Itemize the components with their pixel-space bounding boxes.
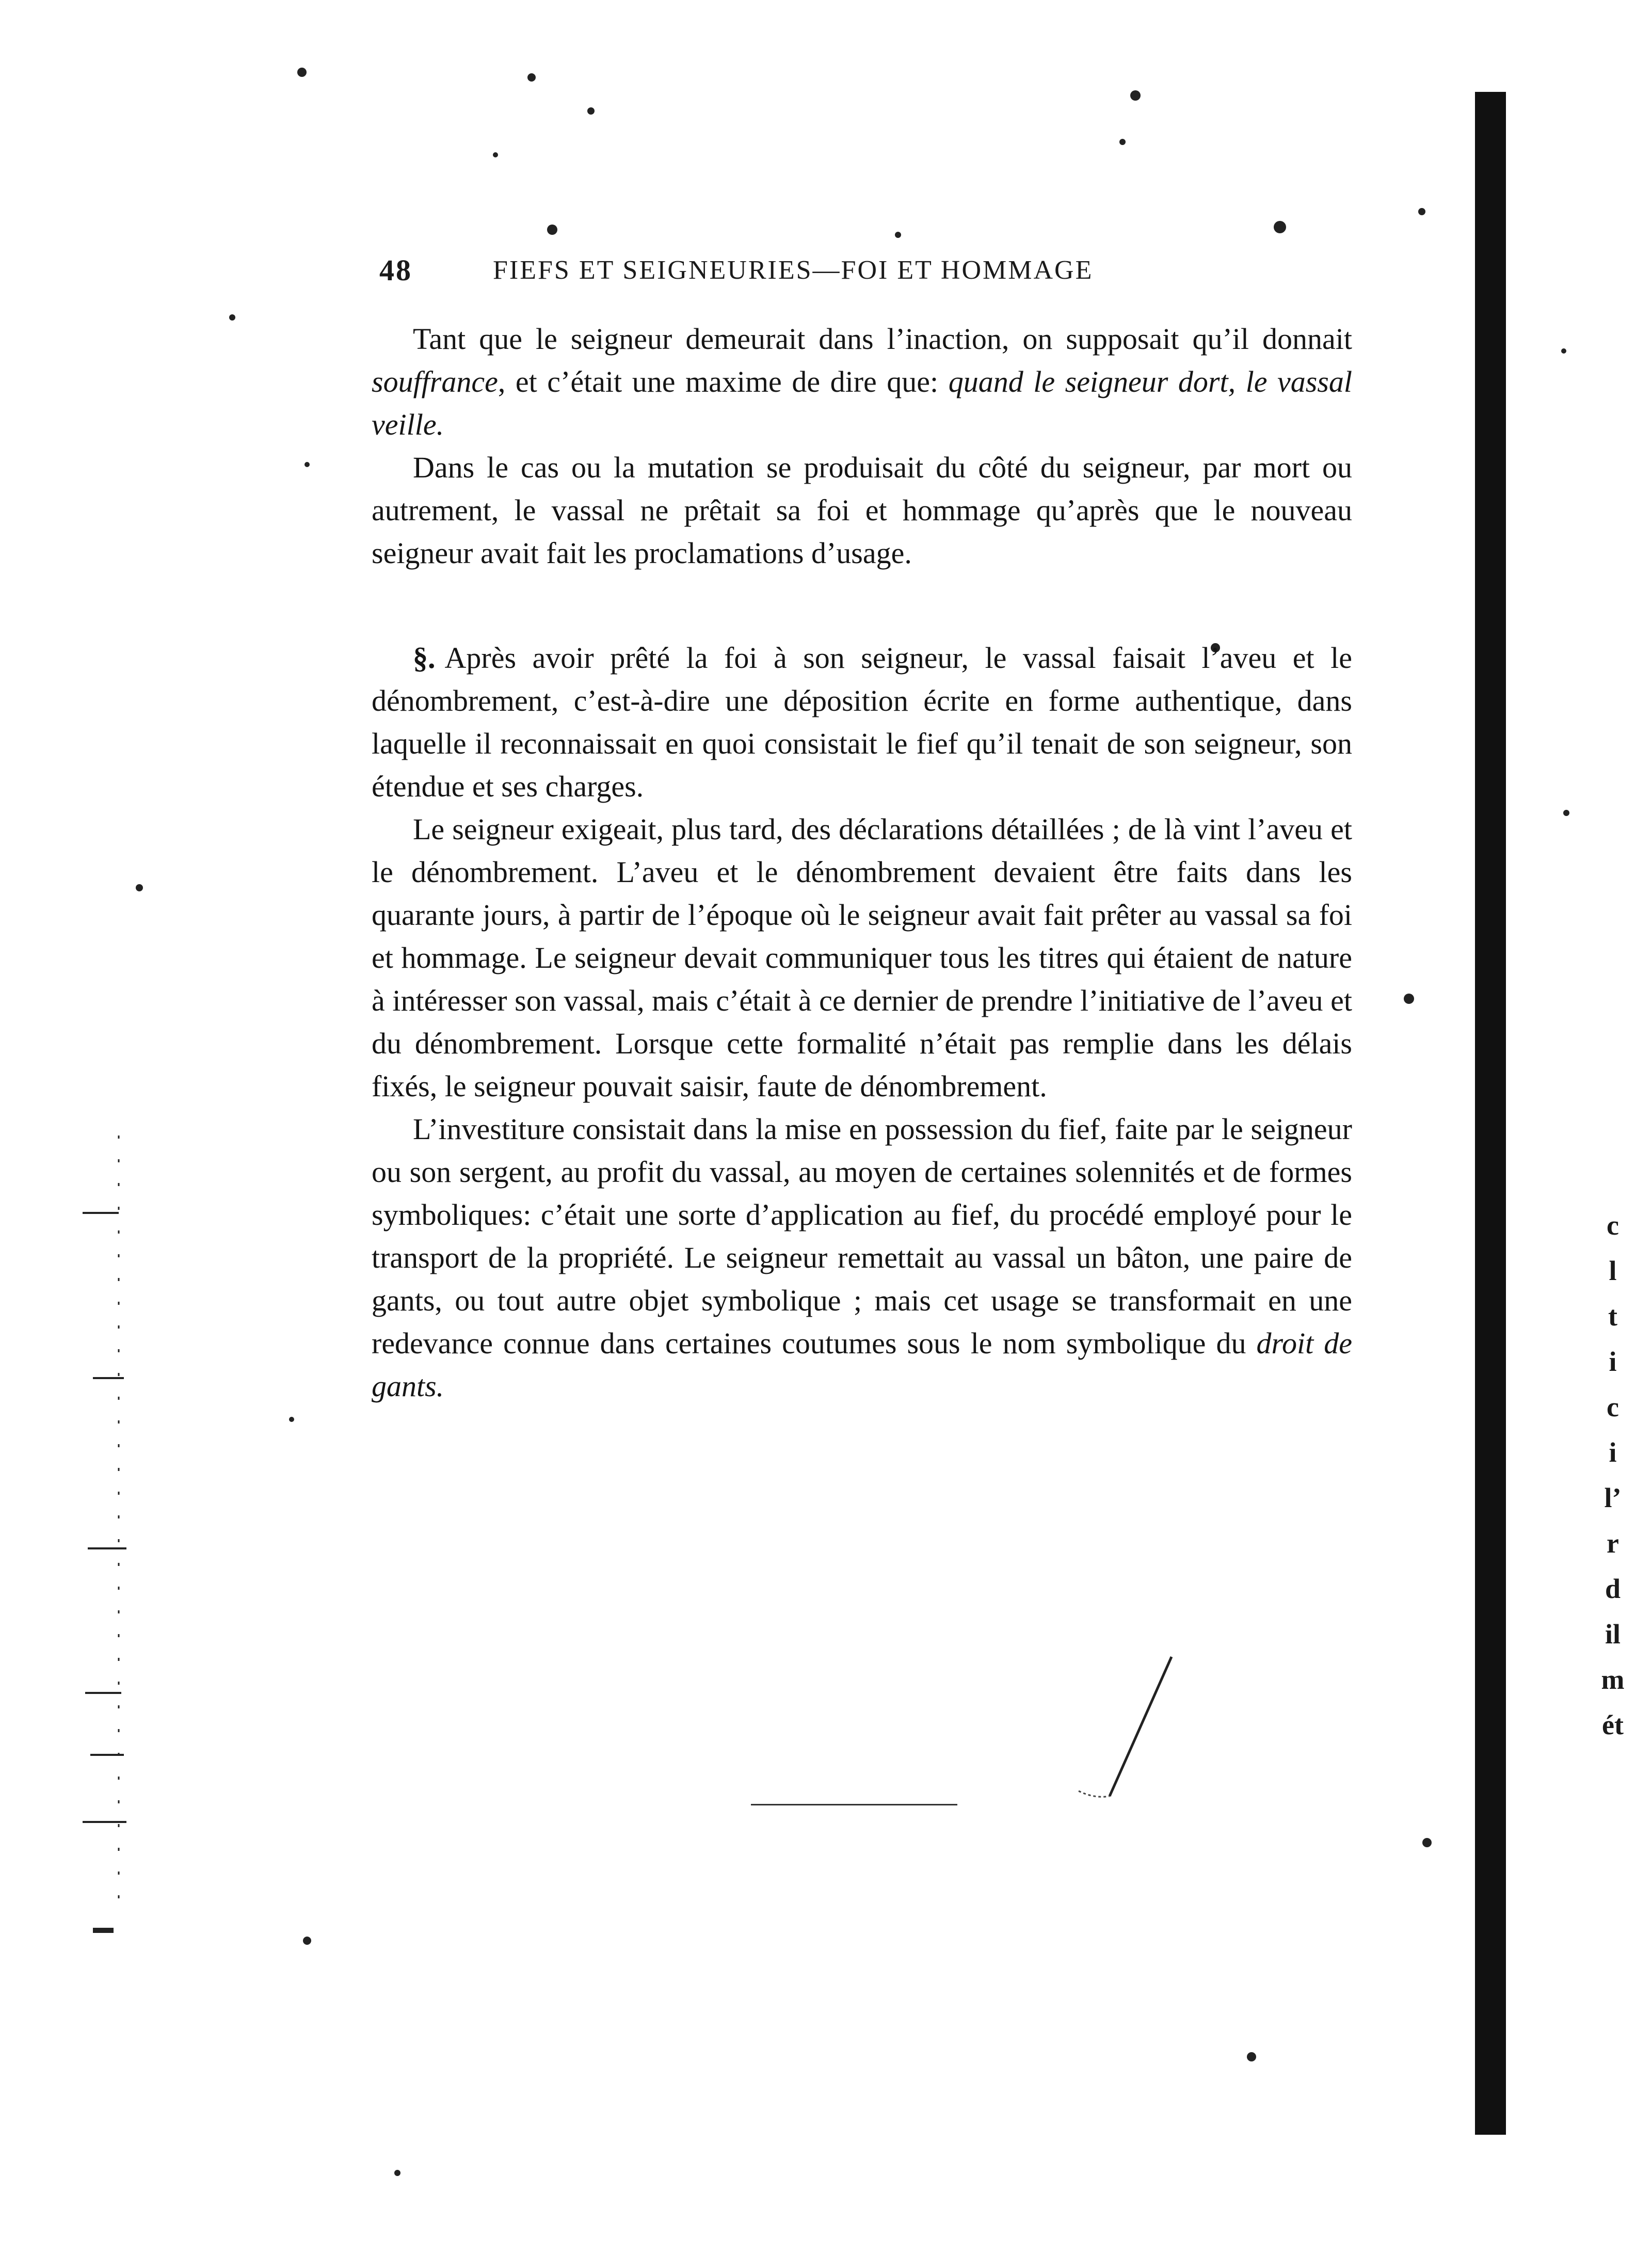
section-mark: §.	[413, 641, 436, 675]
paragraph-5-text: L’investiture consistait dans la mise en possession du fief, faite par le seigneur ou son sergent, au profit du vassal, au moyen de certaines solennités et de formes symboliques: c’était une sorte d’application au fief, du procédé employé pour le transport de la propriété. Le seigneur remettait au vassal un bâton, une paire de gants, ou tout autre objet symbolique ; mais cet usage se transformait en une redevance connue dans certaines coutumes sous le nom symbolique du	[372, 1112, 1352, 1360]
fragment: il	[1605, 1619, 1621, 1650]
paragraph-2: Dans le cas ou la mutation se produisait du côté du seigneur, par mort ou autrement, le vassal ne prêtait sa foi et hommage qu’après que le nouveau seigneur avait fait les proclamations d’usage.	[372, 451, 1352, 570]
paragraph-5	[372, 1108, 1352, 1408]
pen-mark	[1073, 1652, 1177, 1806]
fragment: l	[1609, 1255, 1617, 1286]
adjacent-page-fragments	[1584, 1203, 1641, 1748]
fragment: r	[1607, 1528, 1619, 1559]
running-head: FIEFS ET SEIGNEURIES—FOI ET HOMMAGE	[493, 255, 1094, 285]
fragment: i	[1609, 1346, 1617, 1377]
italic-droit-de-gants: droit de gants.	[372, 1326, 1352, 1403]
paragraph-1-text-b: , et c’était une maxime de dire que:	[498, 365, 949, 398]
section-break	[372, 574, 1352, 636]
paragraph-1-text-a: Tant que le seigneur demeurait dans l’inaction, on supposait qu’il donnait	[413, 322, 1352, 356]
paragraph-4: Le seigneur exigeait, plus tard, des déclarations détaillées ; de là vint l’aveu et le dénombrement. L’aveu et le dénombrement devaient être faits dans les quarante jours, à partir de l’époque où le seigneur avait fait prêter au vassal sa foi et hommage. Le seigneur devait communiquer tous les titres qui étaient de nature à intéresser son vassal, mais c’était à ce dernier de prendre l’initiative de l’aveu et du dénombrement. Lorsque cette formalité n’était pas remplie dans les délais fixés, le seigneur pouvait saisir, faute de dénombrement.	[372, 812, 1352, 1103]
paragraph-3-text: Après avoir prêté la foi à son seigneur, le vassal faisait l’aveu et le dénombrement, c’est-à-dire une déposition écrite en forme authentique, dans laquelle il reconnaissait en quoi consistait le fief qu’il tenait de son seigneur, son étendue et ses charges.	[372, 641, 1352, 803]
fragment: l’	[1604, 1482, 1622, 1513]
fragment: m	[1601, 1664, 1625, 1695]
page-number: 48	[379, 253, 412, 287]
fragment: ét	[1602, 1709, 1624, 1740]
italic-maxim: quand le seigneur dort, le vassal veille.	[372, 365, 1352, 441]
italic-souffrance: souffrance	[372, 365, 498, 398]
fragment: d	[1605, 1573, 1621, 1604]
page-header	[379, 252, 1350, 288]
paragraph-1	[372, 317, 1352, 446]
fragment: i	[1609, 1437, 1617, 1468]
fragment: c	[1607, 1392, 1619, 1422]
binding-shadow-bar	[1475, 92, 1506, 2135]
paragraph-3	[372, 636, 1352, 808]
closing-rule	[751, 1804, 957, 1805]
body-text	[372, 317, 1352, 1408]
fragment: t	[1608, 1301, 1617, 1332]
fragment: c	[1607, 1210, 1619, 1241]
left-margin-scan-artifacts	[77, 1136, 134, 2013]
